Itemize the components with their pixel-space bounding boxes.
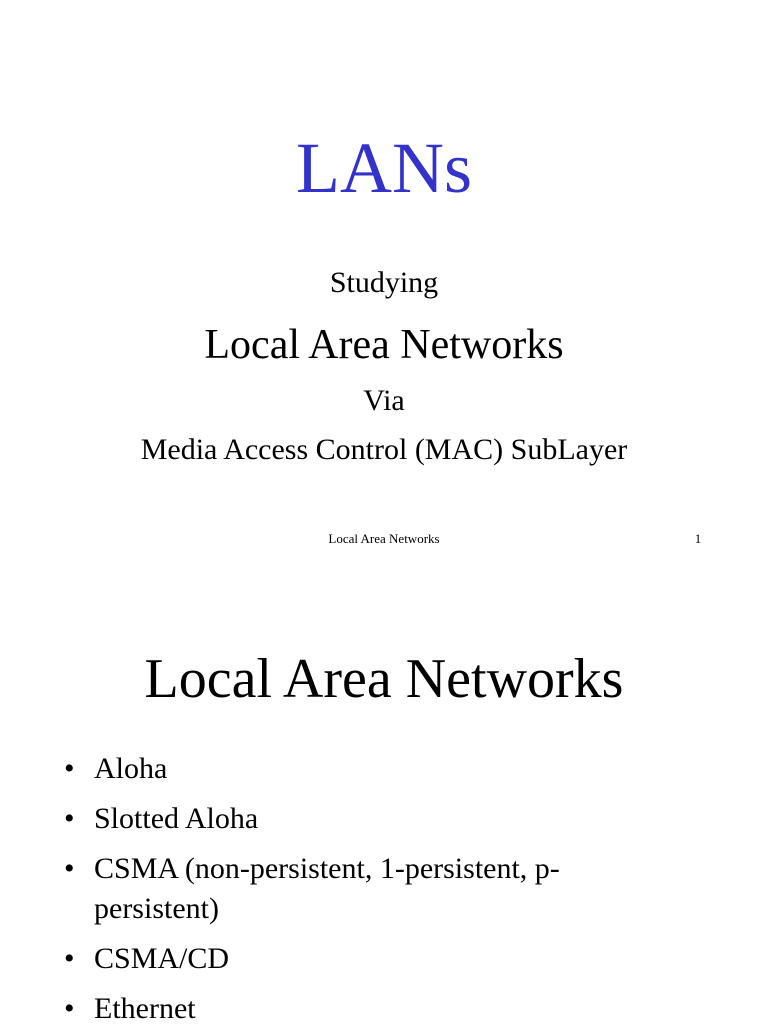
bullet-item	[60, 849, 660, 929]
bullet-text: CSMA/CD	[94, 942, 230, 975]
subtitle-mac-sublayer: Media Access Control (MAC) SubLayer	[140, 433, 628, 466]
bullet-item	[60, 749, 660, 789]
bullet-marker: •	[64, 802, 75, 835]
subtitle-via: Via	[363, 384, 405, 417]
bullet-marker: •	[64, 852, 75, 885]
bullet-item	[60, 799, 660, 839]
bullet-list	[60, 749, 660, 1024]
bullet-marker: •	[64, 942, 75, 975]
subtitle-local-area-networks: Local Area Networks	[204, 322, 564, 368]
bullet-text: Ethernet	[94, 992, 196, 1024]
bullet-marker: •	[64, 752, 75, 785]
slide-footer: Local Area Networks	[328, 531, 440, 546]
page-number: 1	[694, 531, 702, 546]
slide-title: Local Area Networks	[144, 648, 624, 710]
slide-2	[0, 576, 768, 1024]
bullet-marker: •	[64, 992, 75, 1024]
bullet-item	[60, 939, 660, 979]
bullet-item	[60, 989, 660, 1024]
subtitle-studying: Studying	[329, 266, 439, 299]
bullet-text: Aloha	[94, 752, 168, 785]
bullet-text: Slotted Aloha	[94, 802, 259, 835]
bullet-text: CSMA (non-persistent, 1-persistent, p-persistent)	[94, 852, 560, 925]
slide-title: LANs	[296, 128, 472, 208]
